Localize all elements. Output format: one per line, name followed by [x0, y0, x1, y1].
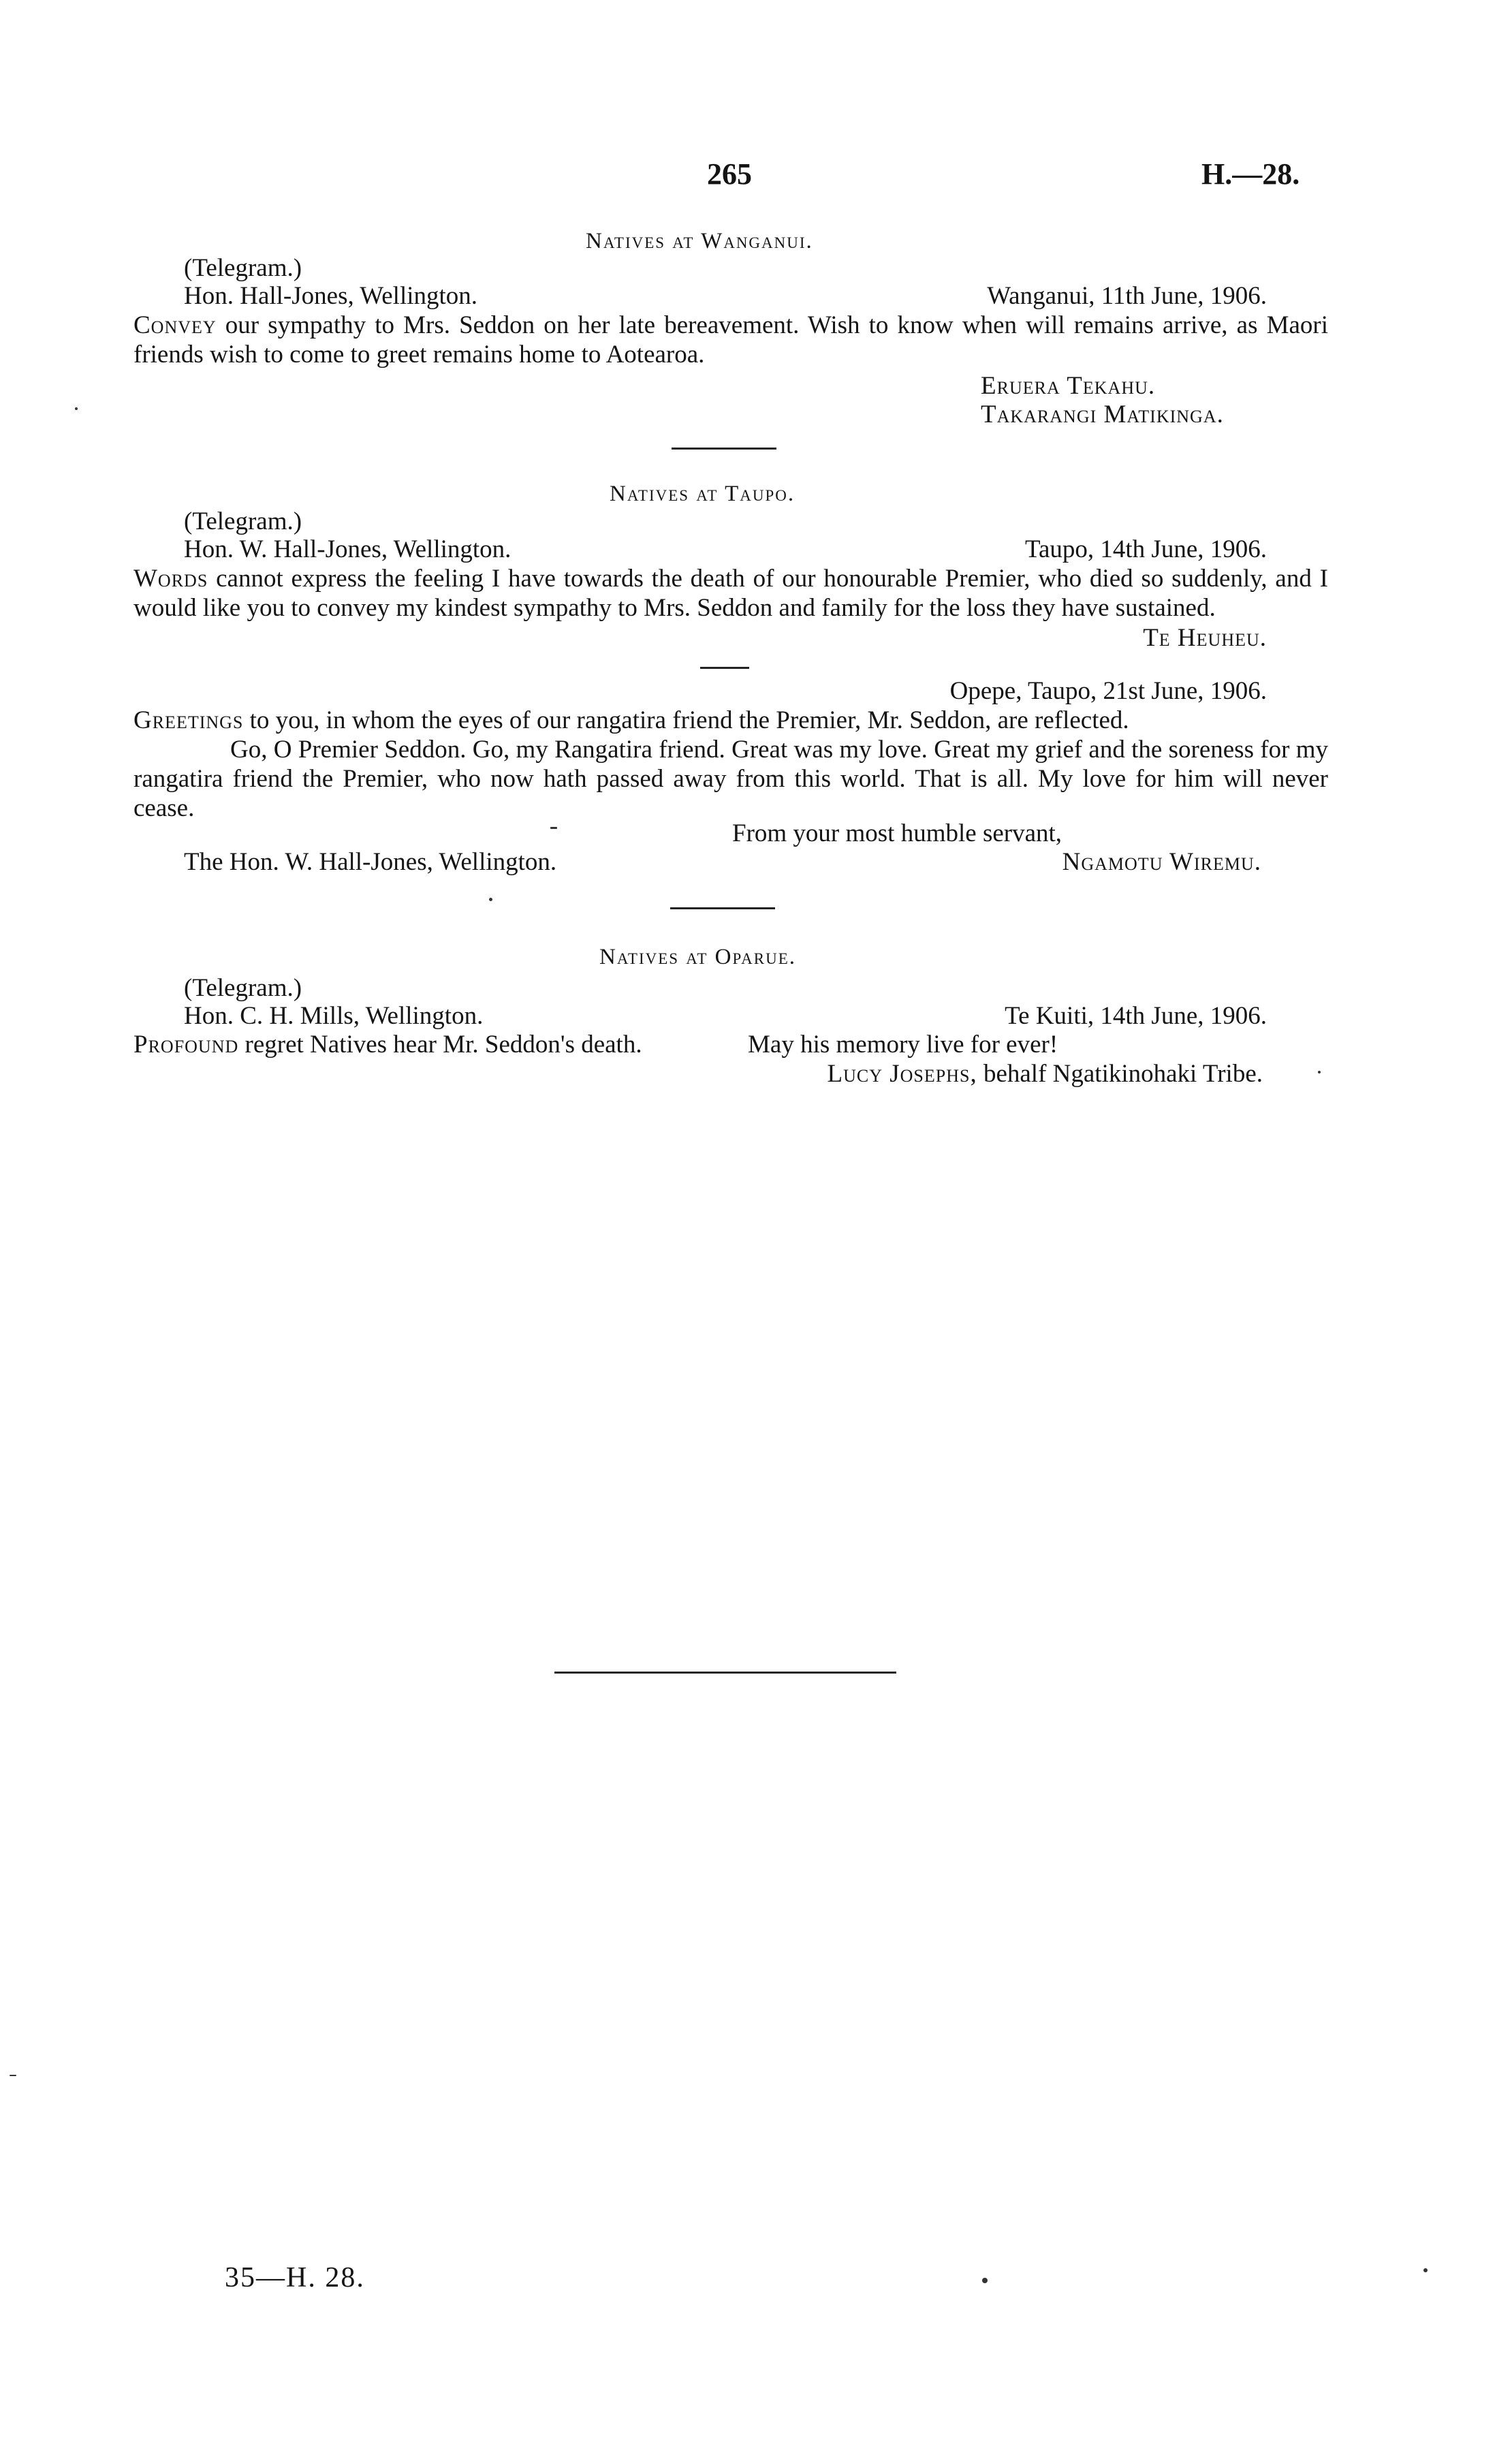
lead-word: Profound [133, 1031, 239, 1059]
lead-word: Words [133, 565, 208, 593]
telegram-label: (Telegram.) [184, 254, 302, 282]
signature: Ngamotu Wiremu. [1062, 848, 1261, 876]
signature-mark: 35—H. 28. [225, 2262, 365, 2293]
message-text: to you, in whom the eyes of our rangatira friend the Premier, Mr. Seddon, are reflected. [243, 706, 1129, 734]
scan-speck [1318, 1071, 1321, 1073]
document-reference: H.—28. [1201, 157, 1300, 191]
scan-speck [10, 2075, 16, 2076]
message-text: cannot express the feeling I have towards the death of our honourable Premier, who died so suddenly, and I would like you to convey my kindest sympathy to Mrs. Seddon and family for the loss they have sustained. [133, 565, 1328, 622]
page-number: 265 [707, 157, 752, 191]
addressee: Hon. W. Hall-Jones, Wellington. [184, 535, 511, 563]
end-rule [554, 1672, 896, 1674]
addressee: Hon. Hall-Jones, Wellington. [184, 282, 478, 310]
scan-speck [550, 827, 557, 829]
telegram-label: (Telegram.) [184, 507, 302, 535]
message-end: May his memory live for ever! [748, 1031, 1058, 1059]
section-divider [672, 448, 776, 450]
place-date: Te Kuiti, 14th June, 1906. [1005, 1002, 1267, 1030]
place-date: Taupo, 14th June, 1906. [1024, 535, 1267, 563]
scan-speck [982, 2278, 988, 2283]
section-divider [670, 907, 775, 909]
lead-word: Convey [133, 311, 217, 339]
message-body [133, 1031, 642, 1059]
message-text: our sympathy to Mrs. Seddon on her late bereavement. Wish to know when will remains arrive, as Maori friends wish to come to greet remains home to Aotearoa. [133, 311, 1328, 369]
message-body-continued: Go, O Premier Seddon. Go, my Rangatira friend. Great was my love. Great my grief and the soreness for my rangatira friend the Premier, who now hath passed away from this world. That is all. My love for him will never cease. [133, 736, 1328, 822]
section-heading-oparue: Natives at Oparue. [599, 945, 797, 969]
section-heading-wanganui: Natives at Wanganui. [586, 229, 813, 253]
addressee: The Hon. W. Hall-Jones, Wellington. [184, 848, 557, 876]
scan-speck [1423, 2268, 1428, 2272]
scan-speck [75, 407, 78, 410]
message-body [133, 311, 1328, 369]
place-date: Wanganui, 11th June, 1906. [987, 282, 1267, 310]
message-body [133, 564, 1328, 623]
place-date: Opepe, Taupo, 21st June, 1906. [949, 677, 1267, 705]
message-body [133, 706, 1328, 735]
signature: Te Heuheu. [1143, 624, 1267, 652]
section-heading-taupo: Natives at Taupo. [610, 482, 796, 506]
signature-name: Lucy Josephs, [827, 1060, 977, 1088]
scan-speck [489, 898, 492, 901]
message-text: regret Natives hear Mr. Seddon's death. [238, 1031, 642, 1059]
signature-detail: behalf Ngatikinohaki Tribe. [977, 1060, 1263, 1088]
section-divider [700, 667, 749, 669]
signatory: Takarangi Matikinga. [981, 401, 1224, 428]
signatory: Eruera Tekahu. [981, 372, 1156, 400]
closing: From your most humble servant, [732, 819, 1062, 847]
lead-word: Greetings [133, 706, 244, 734]
telegram-label: (Telegram.) [184, 974, 302, 1002]
addressee: Hon. C. H. Mills, Wellington. [184, 1002, 484, 1030]
signature [827, 1060, 1263, 1088]
